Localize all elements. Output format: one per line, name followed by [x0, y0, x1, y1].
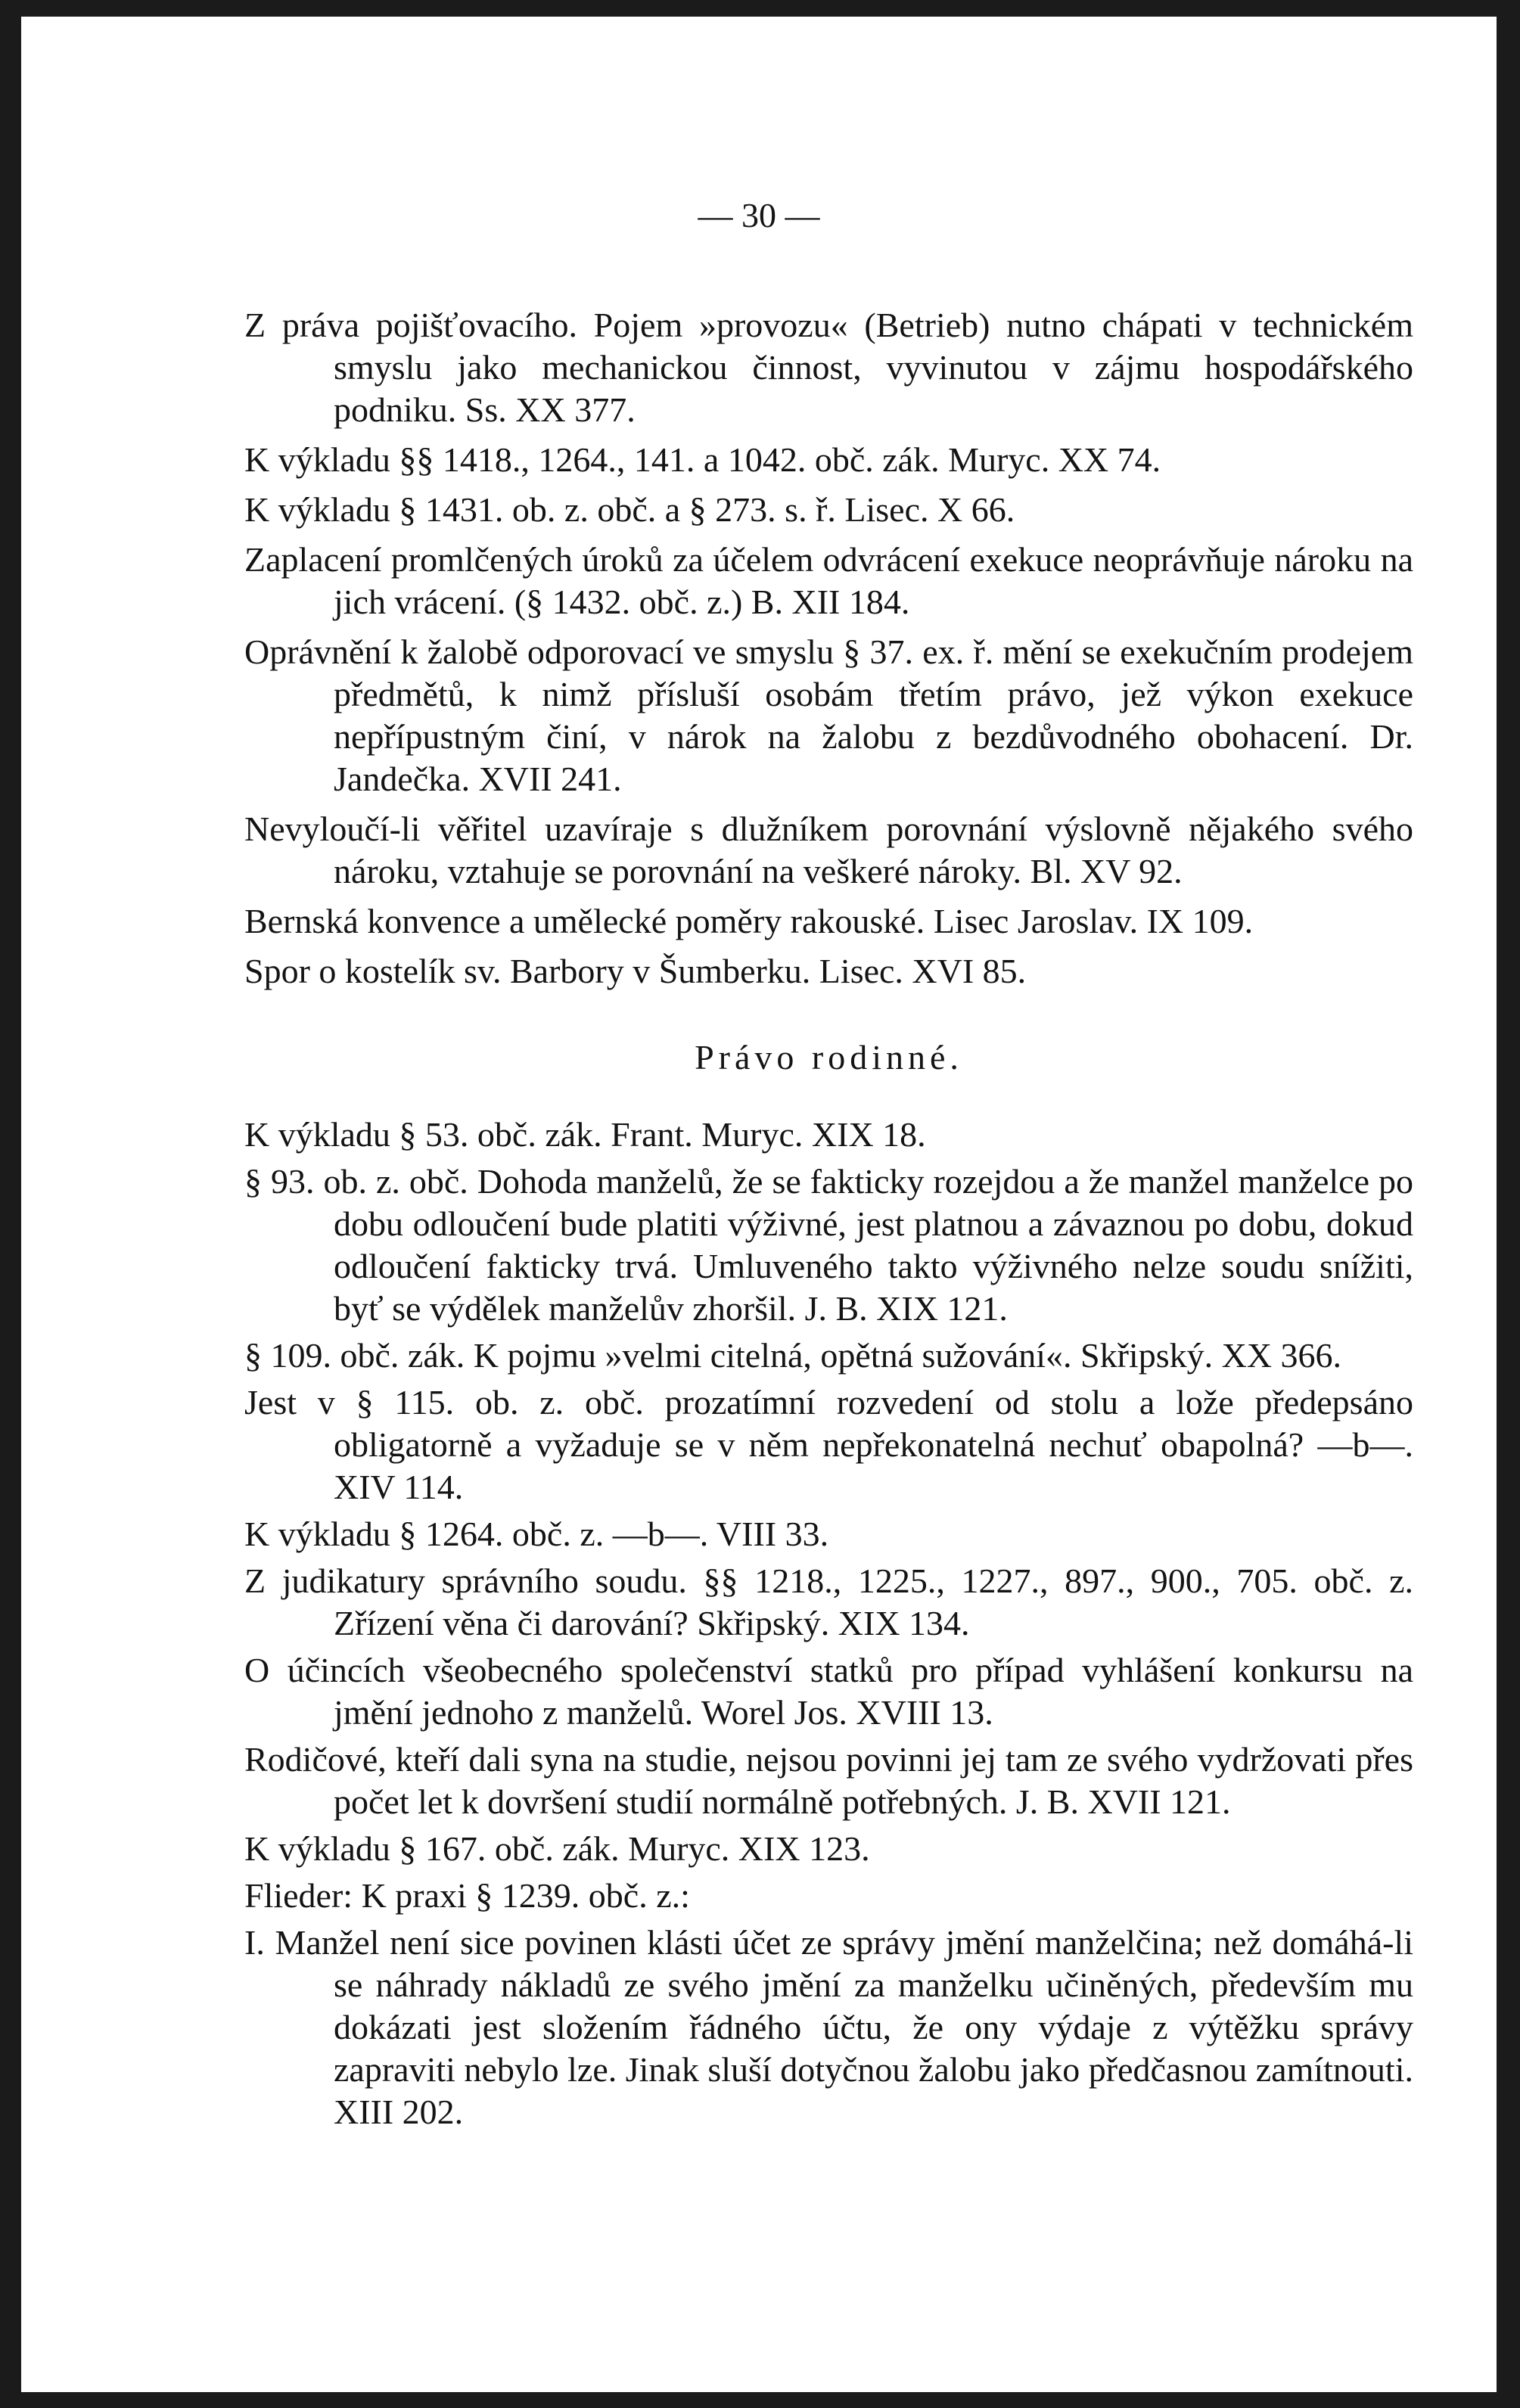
entry-insurance-law: Z práva pojišťovacího. Pojem »provozu« (Betrieb) nutno chápati v technickém smyslu jako mechanickou činnost, vyvinutou v zájmu hospodářského podniku. Ss. XX 377.: [244, 306, 1413, 429]
entry-family-53: K výkladu § 53. obč. zák. Frant. Muryc. XIX 18.: [244, 1115, 926, 1154]
entry-sumberk-church: Spor o kostelík sv. Barbory v Šumberku. Lisec. XVI 85.: [244, 952, 1027, 990]
entry-family-115: Jest v § 115. ob. z. obč. prozatímní rozvedení od stolu a lože předepsáno obligatorně a vyžaduje se v něm nepřekonatelná nechuť obapolná? —b—. XIV 114.: [244, 1383, 1413, 1506]
entry-family-parents-studies: Rodičové, kteří dali syna na studie, nejsou povinni jej tam ze svého vydržovati přes počet let k dovršení studií normálně potřebných. J. B. XVII 121.: [244, 1740, 1413, 1821]
entry-family-flieder: Flieder: K praxi § 1239. obč. z.:: [244, 1876, 690, 1915]
entry-muryc-1418: K výkladu §§ 1418., 1264., 141. a 1042. obč. zák. Muryc. XX 74.: [244, 440, 1161, 479]
entry-family-admin-court: Z judikatury správního soudu. §§ 1218., 1225., 1227., 897., 900., 705. obč. z. Zřízení věna či darování? Skřipský. XIX 134.: [244, 1561, 1413, 1642]
book-page: [21, 17, 1497, 2392]
entry-berne-convention: Bernská konvence a umělecké poměry rakouské. Lisec Jaroslav. IX 109.: [244, 902, 1254, 940]
section-heading-family-law: Právo rodinné.: [695, 1038, 963, 1077]
entry-family-109: § 109. obč. zák. K pojmu »velmi citelná, opětná sužování«. Skřipský. XX 366.: [244, 1336, 1342, 1375]
entry-lisec-1431: K výkladu § 1431. ob. z. obč. a § 273. s. ř. Lisec. X 66.: [244, 490, 1015, 529]
entry-family-flieder-point-1: I. Manžel není sice povinen klásti účet ze správy jmění manželčina; než domáhá-li se náhrady nákladů ze svého jmění za manželku učiněných, především mu dokázati jest složením řádného účtu, že ony výdaje z výtěžku správy zapraviti nebylo lze. Jinak sluší dotyčnou žalobu jako předčasnou zamítnouti. XIII 202.: [244, 1923, 1413, 2131]
entry-interest-1432: Zaplacení promlčených úroků za účelem odvrácení exekuce neoprávňuje nároku na jich vrácení. (§ 1432. obč. z.) B. XII 184.: [244, 540, 1413, 621]
entry-family-1264: K výkladu § 1264. obč. z. —b—. VIII 33.: [244, 1515, 829, 1553]
text-body: [244, 304, 1413, 2138]
entry-family-167: K výkladu § 167. obč. zák. Muryc. XIX 123.: [244, 1829, 870, 1868]
entry-family-93: § 93. ob. z. obč. Dohoda manželů, že se fakticky rozejdou a že manžel manželce po dobu odloučení bude platiti výživné, jest platnou a závaznou po dobu, dokud odloučení fakticky trvá. Umluveného takto výživného nelze soudu snížiti, byť se výdělek manželův zhoršil. J. B. XIX 121.: [244, 1162, 1413, 1328]
entry-family-community-property: O účincích všeobecného společenství statků pro případ vyhlášení konkursu na jmění jednoho z manželů. Worel Jos. XVIII 13.: [244, 1651, 1413, 1732]
entry-settlement: Nevyloučí-li věřitel uzavíraje s dlužníkem porovnání výslovně nějakého svého nároku, vztahuje se porovnání na veškeré nároky. Bl. XV 92.: [244, 809, 1413, 890]
page-number: — 30 —: [698, 196, 820, 235]
entry-opposition-suit: Oprávnění k žalobě odporovací ve smyslu § 37. ex. ř. mění se exekučním prodejem předmětů, k nimž přísluší osobám třetím právo, jež výkon exekuce nepřípustným činí, v nárok na žalobu z bezdůvodného obohacení. Dr. Jandečka. XVII 241.: [244, 632, 1413, 798]
